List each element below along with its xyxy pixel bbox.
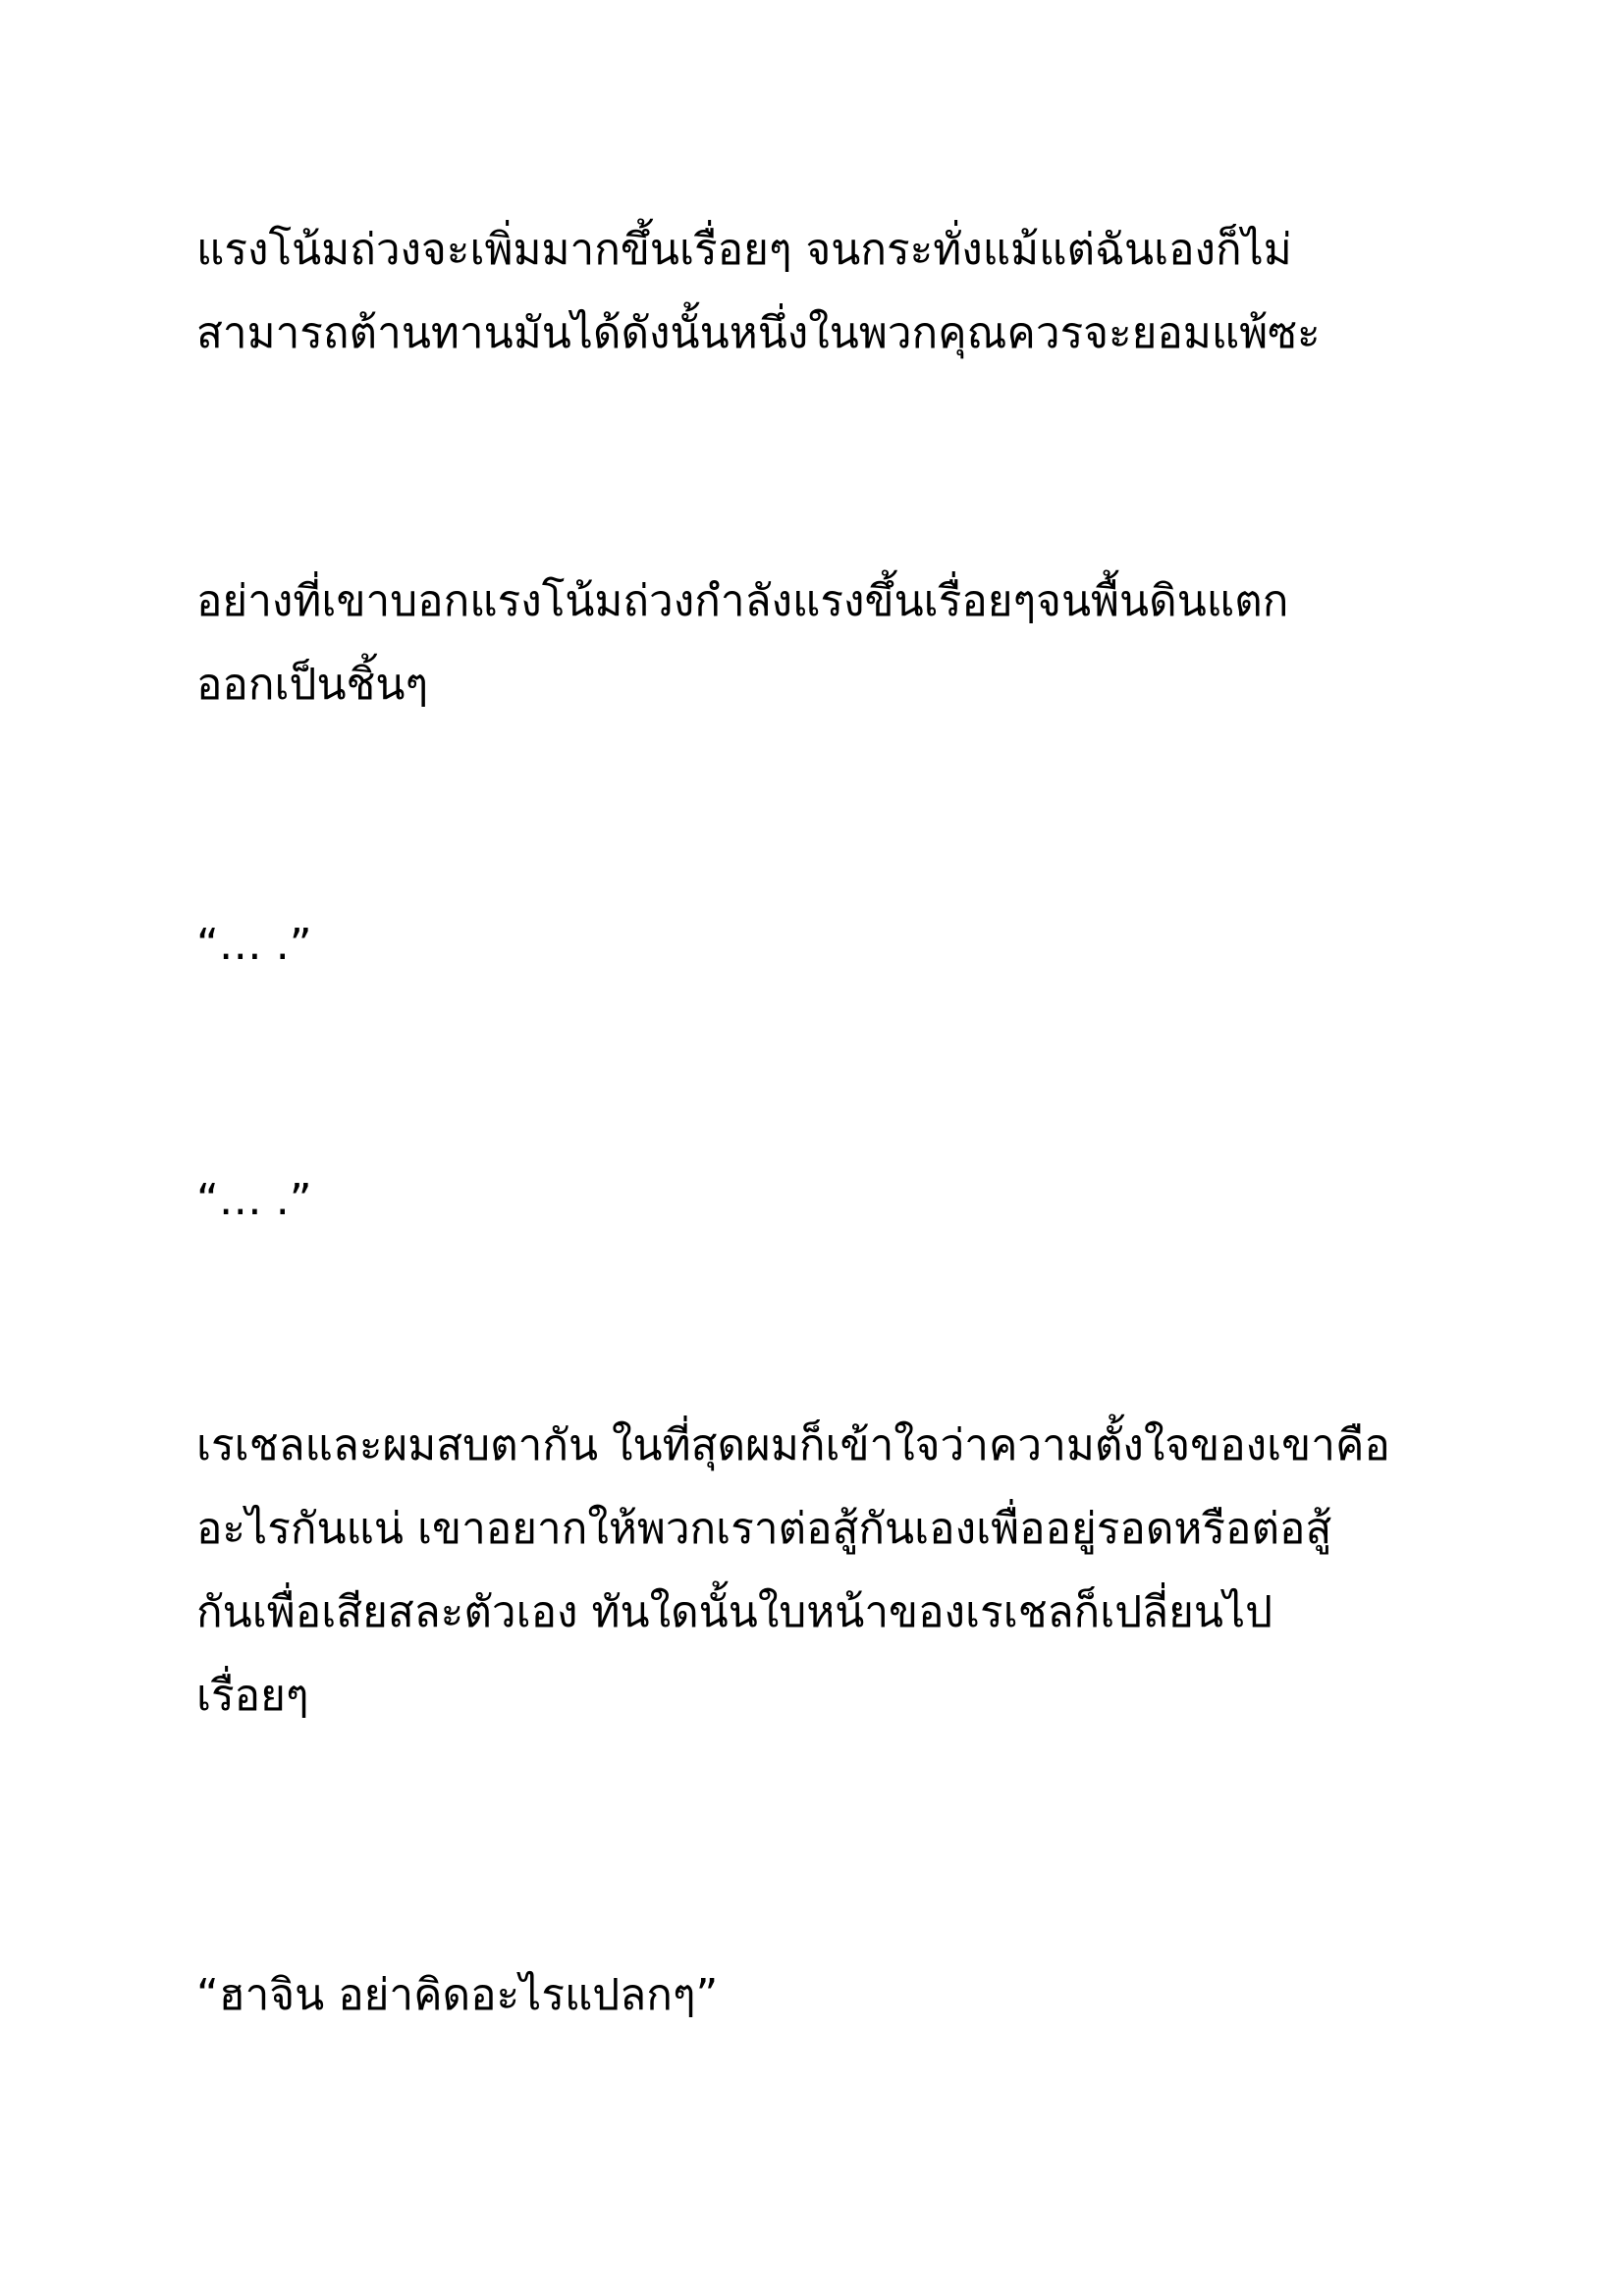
- text-line: เรเชลและผมสบตากัน ในที่สุดผมก็เข้าใจว่าความตั้งใจของเขาคือ: [196, 1420, 1390, 1470]
- paragraph-ground-cracking: [196, 560, 1473, 726]
- text-line: กันเพื่อเสียสละตัวเอง ทันใดนั้นใบหน้าของเรเชลก็เปลี่ยนไป: [196, 1587, 1273, 1637]
- text-line: “… .”: [196, 1175, 312, 1225]
- paragraph-gravity-warning: [196, 208, 1473, 375]
- paragraph-hajin-dialogue: [196, 1953, 1473, 2037]
- text-line: “ฮาจิน อย่าคิดอะไรแปลกๆ”: [196, 1970, 719, 2020]
- paragraph-ellipsis-dialogue-2: [196, 1158, 1473, 1242]
- text-line: อย่างที่เขาบอกแรงโน้มถ่วงกำลังแรงขึ้นเรื่อยๆจนพื้นดินแตก: [196, 576, 1289, 626]
- text-line: เรื่อยๆ: [196, 1671, 309, 1721]
- text-line: “… .”: [196, 920, 312, 970]
- text-line: อะไรกันแน่ เขาอยากให้พวกเราต่อสู้กันเองเพื่ออยู่รอดหรือต่อสู้: [196, 1504, 1332, 1554]
- text-line: แรงโน้มถ่วงจะเพิ่มมากขึ้นเรื่อยๆ จนกระทั่งแม้แต่ฉันเองก็ไม่: [196, 225, 1292, 275]
- paragraph-rachel-exchange: [196, 1404, 1473, 1737]
- paragraph-ellipsis-dialogue-1: [196, 903, 1473, 987]
- text-line: สามารถต้านทานมันได้ดังนั้นหนึ่งในพวกคุณควรจะยอมแพ้ซะ: [196, 308, 1321, 358]
- text-line: ออกเป็นชิ้นๆ: [196, 660, 429, 710]
